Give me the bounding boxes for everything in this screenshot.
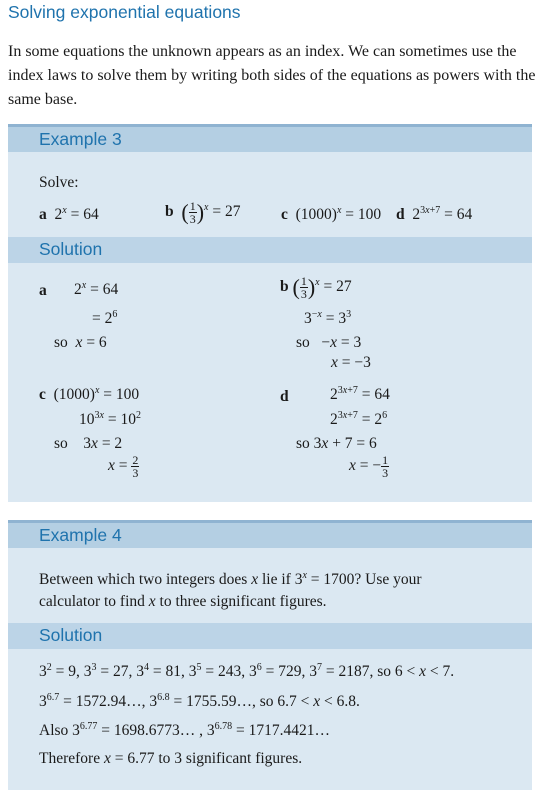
solution-a-line3: so x = 6 <box>54 334 107 351</box>
example-4-box <box>8 520 532 790</box>
example-4-question-line2: calculator to find x to three significant figures. <box>39 593 327 610</box>
solution-a-label: a <box>39 282 47 299</box>
solution-c-line4: x = $\frac{2}{3}$ <box>108 453 139 480</box>
example-4-question-line1: Between which two integers does x lie if $3^x = 1700$? Use your <box>39 570 422 588</box>
solution-b-line4: x = −3 <box>331 354 371 371</box>
solution-c-line2: $10^{3x} = 10^2$ <box>79 410 141 428</box>
solution-a-line2: = $2^6$ <box>92 309 118 327</box>
example-3-title: Example 3 <box>39 129 122 149</box>
example-4-header <box>8 520 532 548</box>
section-title: Solving exponential equations <box>8 2 241 22</box>
solution-d-line2: $2^{3x+7} = 2^6$ <box>330 410 388 428</box>
solution-c-line3: so 3x = 2 <box>54 435 123 452</box>
solution-d-line1: $2^{3x+7} = 64$ <box>330 385 390 403</box>
question-c: c $(1000)^x = 100$ <box>281 205 382 223</box>
solution-b-line1: b ( $\frac{1}{3}$ )$^x$ = 27 <box>280 274 352 301</box>
intro-paragraph: In some equations the unknown appears as an index. We can sometimes use the index laws to solve them by writing both sides of the equations as powers with the same base. <box>8 43 536 108</box>
example-3-header <box>8 124 532 152</box>
solution-d-line3: so 3x + 7 = 6 <box>296 435 377 452</box>
example-4-solution-band <box>8 623 532 649</box>
example-3-solution-band <box>8 237 532 263</box>
question-d: d $2^{3x+7} = 64$ <box>396 205 473 223</box>
solution-b-line3: so −x = 3 <box>296 334 362 351</box>
solution-b-line2: $3^{-x} = 3^3$ <box>304 309 352 327</box>
question-b: b ( $\frac{1}{3}$ )$^x$ = 27 <box>165 199 241 226</box>
solve-label: Solve: <box>39 174 79 191</box>
example-4-solution-line1: $3^2 = 9$, $3^3 = 27$, $3^4 = 81$, $3^5 = 243$, $3^6 = 729$, $3^7 = 2187$, so 6 < x < 7. <box>39 662 455 680</box>
example-4-title: Example 4 <box>39 525 122 545</box>
example-3-box <box>8 124 532 502</box>
solution-d-label: d <box>280 388 289 405</box>
example-4-solution-line3: Also $3^{6.77}$ = 1698.6773… , $3^{6.78}$ = 1717.4421… <box>39 721 331 739</box>
example-4-conclusion: Therefore x = 6.77 to 3 significant figures. <box>39 750 303 767</box>
solution-c-line1: c $(1000)^x = 100$ <box>39 385 140 403</box>
question-a: a $2^x = 64$ <box>39 205 99 223</box>
example-4-solution-title: Solution <box>39 625 103 645</box>
solution-d-line4: x = − $\frac{1}{3}$ <box>349 453 389 480</box>
solution-a-line1: $2^x = 64$ <box>74 280 119 298</box>
example-3-solution-title: Solution <box>39 239 103 259</box>
example-4-solution-line2: $3^{6.7}$ = 1572.94…, $3^{6.8}$ = 1755.59…, so 6.7 < x < 6.8. <box>39 692 360 710</box>
